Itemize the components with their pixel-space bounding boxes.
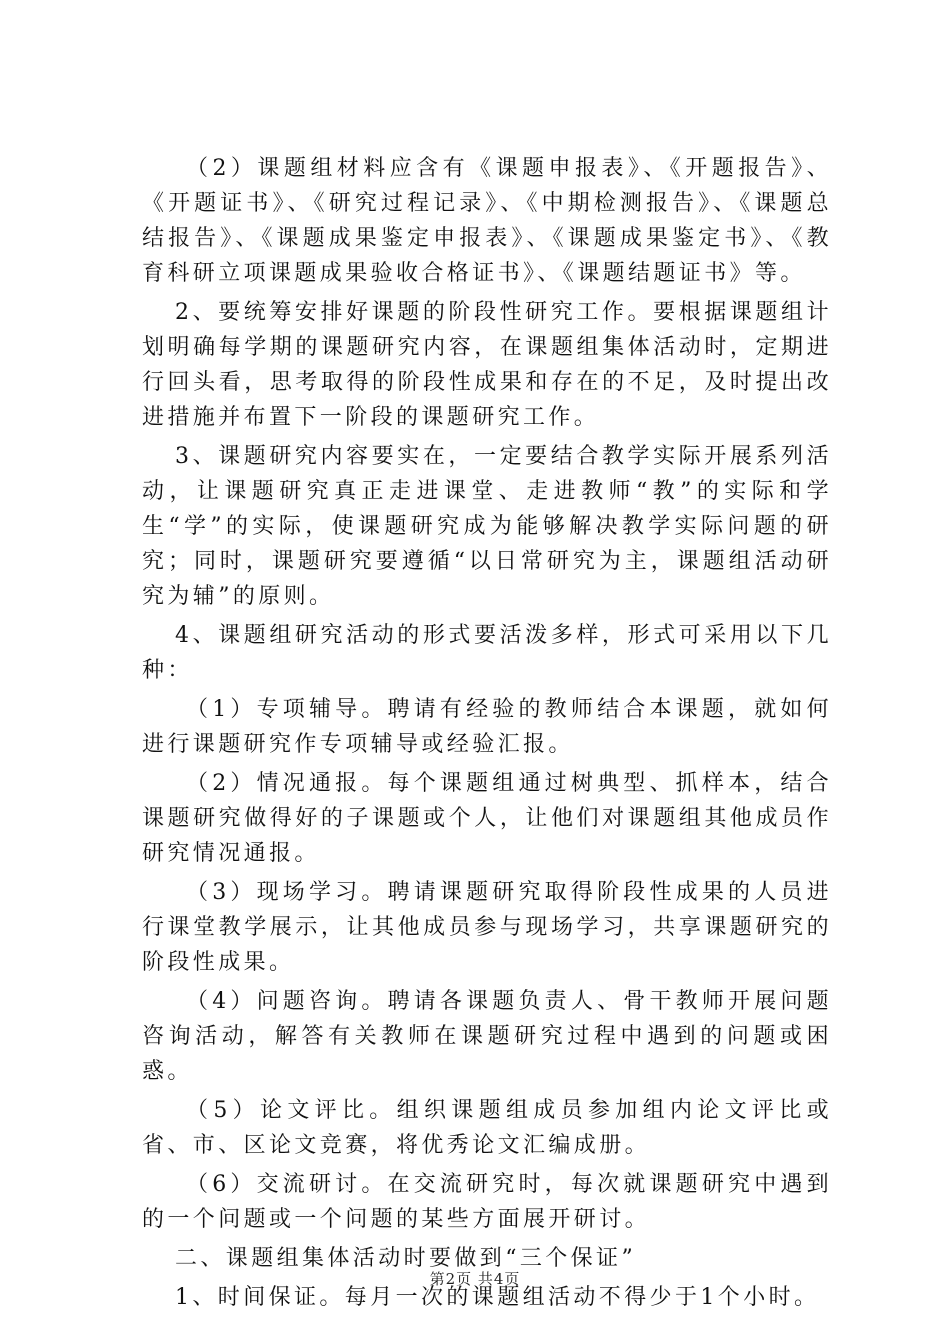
document-body xyxy=(142,151,832,1319)
paragraph-form-4: （4）问题咨询。聘请各课题负责人、骨干教师开展问题咨询活动，解答有关教师在课题研究过程中遇到的问题或困惑。 xyxy=(142,989,832,1084)
paragraph-item-2: 2、要统筹安排好课题的阶段性研究工作。要根据课题组计划明确每学期的课题研究内容，在课题组集体活动时，定期进行回头看，思考取得的阶段性成果和存在的不足，及时提出改进措施并布置下一阶段的课题研究工作。 xyxy=(142,300,832,430)
paragraph-item-3: 3、课题研究内容要实在，一定要结合教学实际开展系列活动，让课题研究真正走进课堂、走进教师“教”的实际和学生“学”的实际，使课题研究成为能够解决教学实际问题的研究；同时，课题研究要遵循“以日常研究为主，课题组活动研究为辅”的原则。 xyxy=(142,444,832,609)
paragraph-time-guarantee: 1、时间保证。每月一次的课题组活动不得少于1个小时。 xyxy=(175,1285,820,1310)
paragraph-form-5: （5）论文评比。组织课题组成员参加组内论文评比或省、市、区论文竞赛，将优秀论文汇编成册。 xyxy=(142,1098,832,1158)
section-heading-three-guarantees: 二、课题组集体活动时要做到“三个保证” xyxy=(175,1246,637,1271)
paragraph-item-4: 4、课题组研究活动的形式要活泼多样，形式可采用以下几种： xyxy=(142,623,832,683)
paragraph-form-3: （3）现场学习。聘请课题研究取得阶段性成果的人员进行课堂教学展示，让其他成员参与现场学习，共享课题研究的阶段性成果。 xyxy=(142,880,832,975)
paragraph-form-1: （1）专项辅导。聘请有经验的教师结合本课题，就如何进行课题研究作专项辅导或经验汇报。 xyxy=(142,697,832,757)
paragraph-materials-list: （2）课题组材料应含有《课题申报表》、《开题报告》、《开题证书》、《研究过程记录》、《中期检测报告》、《课题总结报告》、《课题成果鉴定申报表》、《课题成果鉴定书》、《教育科研立项课题成果验收合格证书》、《课题结题证书》等。 xyxy=(142,156,832,286)
paragraph-form-6: （6）交流研讨。在交流研究时，每次就课题研究中遇到的一个问题或一个问题的某些方面展开研讨。 xyxy=(142,1172,832,1232)
page-number-footer: 第2页 共4页 xyxy=(429,1270,521,1288)
paragraph-form-2: （2）情况通报。每个课题组通过树典型、抓样本，结合课题研究做得好的子课题或个人，让他们对课题组其他成员作研究情况通报。 xyxy=(142,771,832,866)
